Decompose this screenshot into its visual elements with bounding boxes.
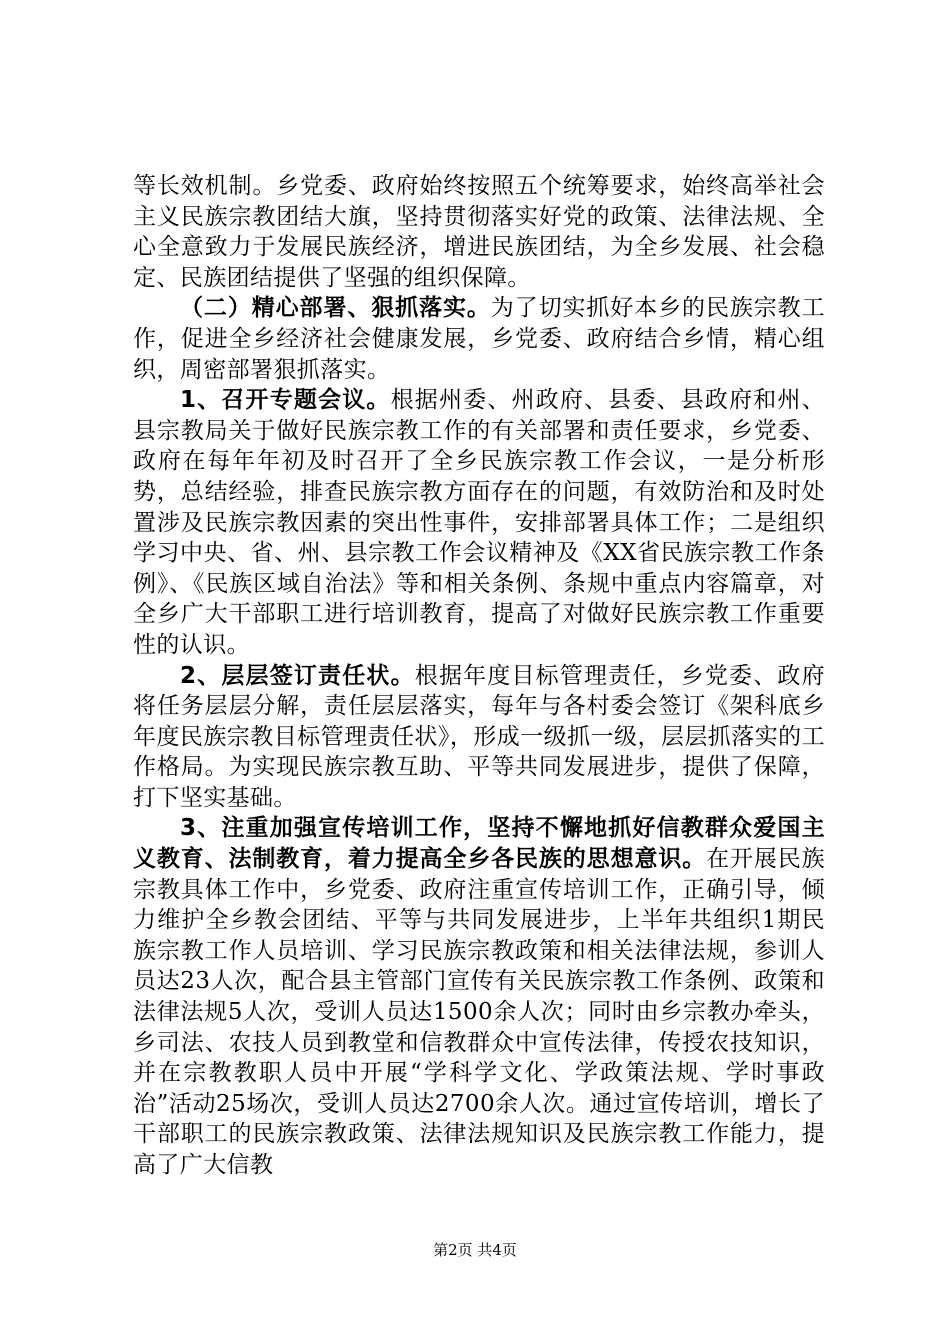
document-body	[133, 171, 825, 1181]
page-number: 第2页 共4页	[433, 1241, 517, 1259]
paragraph-item-1	[133, 385, 825, 660]
section-heading: （二）精心部署、狠抓落实。	[180, 295, 491, 322]
item-heading: 1、召开专题会议。	[180, 387, 391, 414]
item-heading: 2、层层签订责任状。	[180, 662, 415, 689]
paragraph-text: 等长效机制。乡党委、政府始终按照五个统筹要求，始终高举社会主义民族宗教团结大旗，坚持贯彻落实好党的政策、法律法规、全心全意致力于发展民族经济，增进民族团结，为全乡发展、社会稳定、民族团结提供了坚强的组织保障。	[133, 173, 825, 291]
item-heading: 3、注重加强宣传培训工作，坚持不懈地抓好信教群众爱国主义教育、法制教育，着力提高全乡各民族的思想意识。	[133, 815, 825, 873]
page-footer	[0, 1240, 950, 1260]
paragraph-item-3	[133, 813, 825, 1180]
paragraph-section-two	[133, 293, 825, 385]
paragraph-item-2	[133, 661, 825, 814]
paragraph-text: 根据年度目标管理责任，乡党委、政府将任务层层分解，责任层层落实，每年与各村委会签订《架科底乡年度民族宗教目标管理责任状》，形成一级抓一级，层层抓落实的工作格局。为实现民族宗教互助、平等共同发展进步，提供了保障，打下坚实基础。	[133, 662, 825, 811]
paragraph-continuation	[133, 171, 825, 293]
paragraph-text: 在开展民族宗教具体工作中，乡党委、政府注重宣传培训工作，正确引导，倾力维护全乡教会团结、平等与共同发展进步，上半年共组织1期民族宗教工作人员培训、学习民族宗教政策和相关法律法规，参训人员达23人次，配合县主管部门宣传有关民族宗教工作条例、政策和法律法规5人次，受训人员达1500余人次；同时由乡宗教办牵头，乡司法、农技人员到教堂和信教群众中宣传法律，传授农技知识，并在宗教教职人员中开展“学科学文化、学政策法规、学时事政治”活动25场次，受训人员达2700余人次。通过宣传培训，增长了干部职工的民族宗教政策、法律法规知识及民族宗教工作能力，提高了广大信教	[133, 846, 825, 1178]
paragraph-text: 为了切实抓好本乡的民族宗教工作，促进全乡经济社会健康发展，乡党委、政府结合乡情，精心组织，周密部署狠抓落实。	[133, 295, 825, 383]
paragraph-text: 根据州委、州政府、县委、县政府和州、县宗教局关于做好民族宗教工作的有关部署和责任要求，乡党委、政府在每年年初及时召开了全乡民族宗教工作会议，一是分析形势，总结经验，排查民族宗教方面存在的问题，有效防治和及时处置涉及民族宗教因素的突出性事件，安排部署具体工作；二是组织学习中央、省、州、县宗教工作会议精神及《XX省民族宗教工作条例》、《民族区域自治法》等和相关条例、条规中重点内容篇章，对全乡广大干部职工进行培训教育，提高了对做好民族宗教工作重要性的认识。	[133, 387, 825, 658]
